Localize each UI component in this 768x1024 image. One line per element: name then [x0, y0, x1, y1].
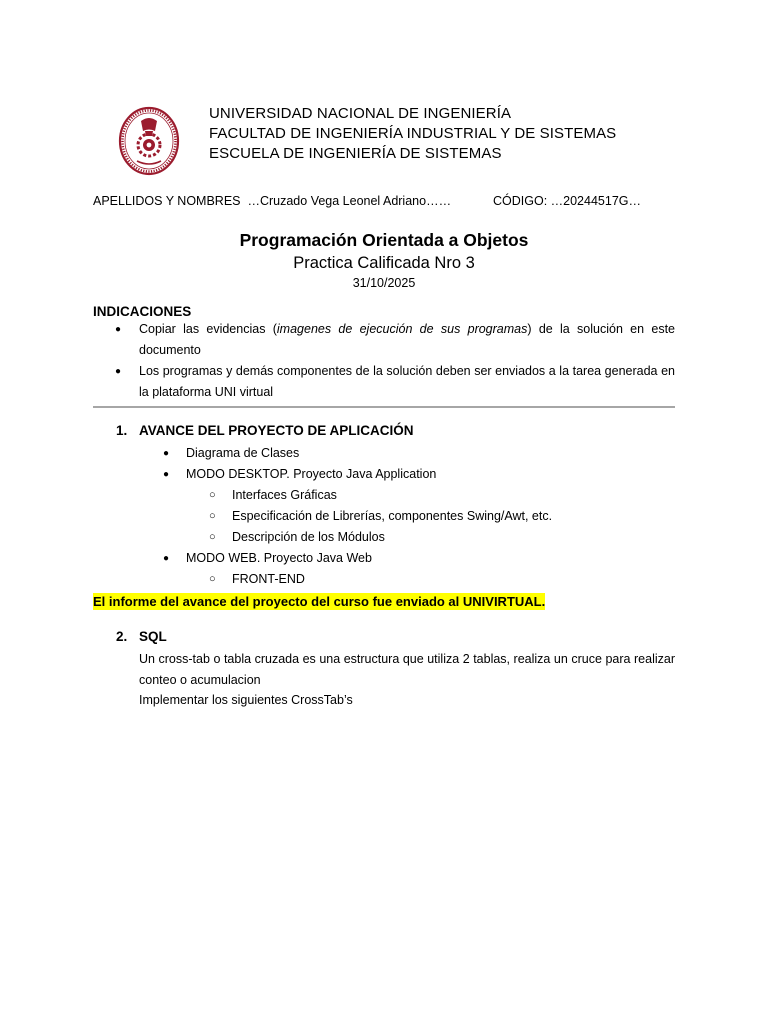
instructions-heading: INDICACIONES — [93, 304, 192, 319]
instructions-list — [93, 319, 675, 403]
practice-title: Practica Calificada Nro 3 — [293, 254, 475, 272]
section-number: 1. — [116, 423, 128, 438]
circle-bullet-icon: ○ — [209, 510, 216, 522]
school-name: ESCUELA DE INGENIERÍA DE SISTEMAS — [209, 145, 502, 162]
bullet-icon: ● — [163, 448, 170, 459]
university-name: UNIVERSIDAD NACIONAL DE INGENIERÍA — [209, 105, 512, 122]
institution-header — [209, 104, 616, 164]
bullet-icon: ● — [163, 469, 170, 480]
italic-text: imagenes de ejecución de sus programas — [276, 322, 528, 336]
bullet-icon: ● — [115, 366, 122, 377]
section-1-heading — [116, 422, 414, 440]
code-value: …20244517G… — [550, 194, 641, 208]
list-item: ● Los programas y demás componentes de la solución deben ser enviados a la tarea generada en la plataforma UNI virtual — [93, 361, 675, 403]
list-item: ● Copiar las evidencias (imagenes de ejecución de sus programas) de la solución en este documento — [93, 319, 675, 361]
student-info-row — [93, 193, 641, 209]
section-2-body — [139, 649, 675, 711]
section-title: SQL — [139, 629, 167, 644]
circle-bullet-icon: ○ — [209, 573, 216, 585]
document-page: UNIVERSIDAD NACIONAL DE INGENIERÍA FACULTAD DE INGENIERÍA INDUSTRIAL Y DE SISTEMAS ESCUELA DE INGENIERÍA DE SISTEMAS APELLIDOS Y NOMBRES …Cruzado Vega Leonel Adriano…… CÓDIGO: …20244517G… Programación Orientada a Objetos Practica Calificada Nro 3 31/10/2025 INDICACIONES ● Copiar las evidencias (imagenes de ejecución de sus programas) de la solución en este documento ● Los programas y demás componentes de la solución deben ser enviados a la tarea generada en la plataforma UNI virtual 1. AVANCE DEL PROYECTO DE APLICACIÓN ● Diagrama de Clases ● MODO DESKTOP. Proyecto Java Application ○ Interfaces Gráficas ○ Especificación de Librerías, componentes Swing/Awt, etc. ○ Descripción de los Módulos ● MODO WEB. Proyecto Java Web ○ FRONT-END El informe del avance del proyecto del curso fue enviado al UNIVIRTUAL. 2. SQL Un cross-tab o tabla cruzada es una estructura que utiliza 2 tablas, realiza un cruce para realizar conteo o acumulacion Implementar los siguientes CrossTab’s — [0, 0, 768, 1024]
paragraph: Implementar los siguientes CrossTab’s — [139, 693, 353, 707]
circle-bullet-icon: ○ — [209, 531, 216, 543]
code-field — [493, 193, 641, 209]
section-title: AVANCE DEL PROYECTO DE APLICACIÓN — [139, 423, 414, 438]
exam-date: 31/10/2025 — [352, 276, 416, 290]
university-seal-icon — [117, 105, 181, 177]
circle-bullet-icon: ○ — [209, 489, 216, 501]
horizontal-divider — [93, 406, 675, 408]
title-block — [93, 228, 675, 292]
bullet-icon: ● — [115, 324, 122, 335]
faculty-name: FACULTAD DE INGENIERÍA INDUSTRIAL Y DE SISTEMAS — [209, 125, 617, 142]
names-label: APELLIDOS Y NOMBRES — [93, 194, 241, 208]
paragraph: Un cross-tab o tabla cruzada es una estructura que utiliza 2 tablas, realiza un cruce para realizar conteo o acumulacion — [139, 652, 675, 687]
course-title: Programación Orientada a Objetos — [239, 230, 529, 250]
bullet-icon: ● — [163, 553, 170, 564]
highlighted-note: El informe del avance del proyecto del curso fue enviado al UNIVIRTUAL. — [93, 594, 546, 609]
code-label: CÓDIGO: — [493, 194, 548, 208]
names-value: …Cruzado Vega Leonel Adriano…… — [247, 194, 452, 208]
section-number: 2. — [116, 629, 128, 644]
section-2-heading — [116, 628, 167, 646]
